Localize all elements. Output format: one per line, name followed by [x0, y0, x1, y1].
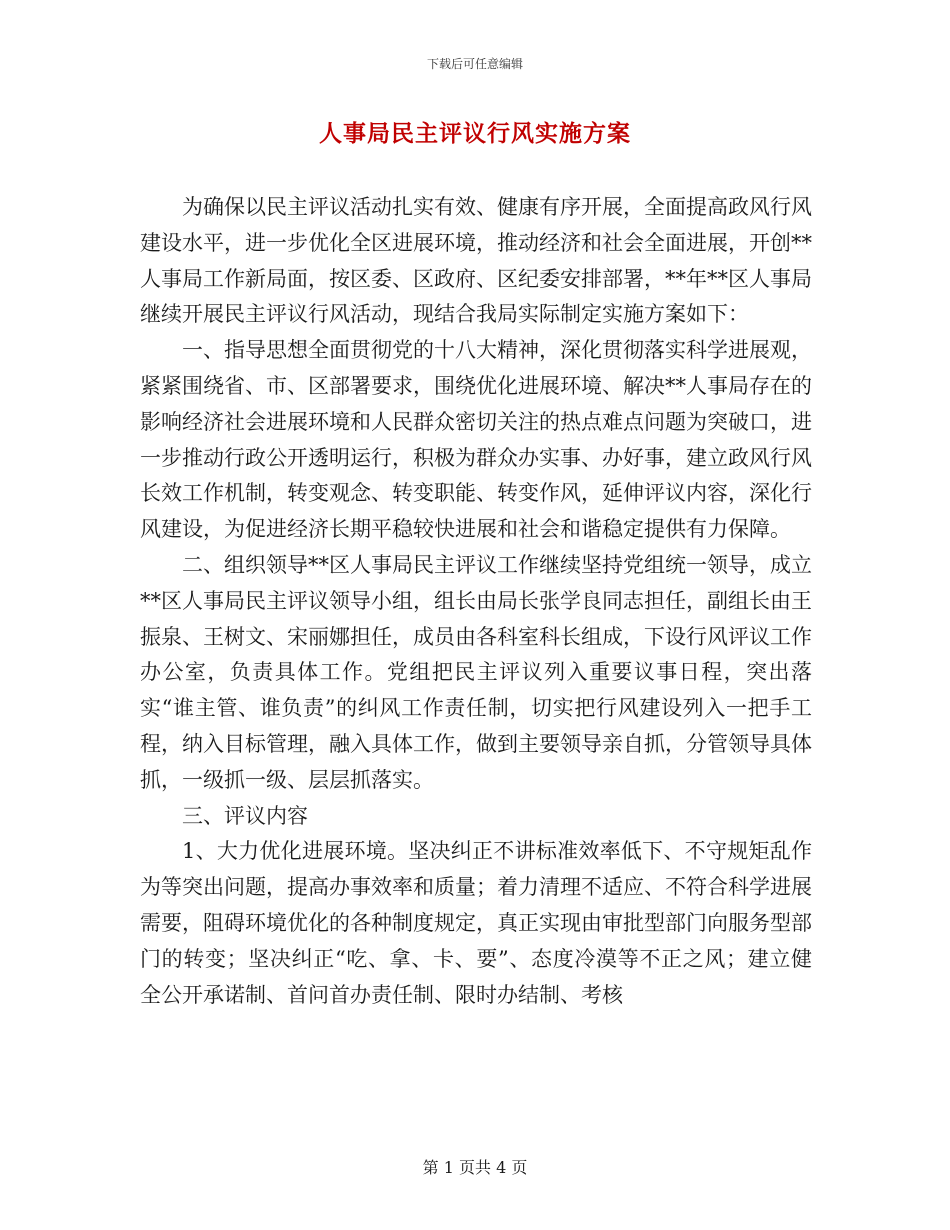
- document-body: [140, 190, 812, 1013]
- section-heading-content: 三、评议内容: [182, 803, 308, 828]
- paragraph-item-1: 1、大力优化进展环境。坚决纠正不讲标准效率低下、不守规矩乱作为等突出问题，提高办事效率和质量；着力清理不适应、不符合科学进展需要，阻碍环境优化的各种制度规定，真正实现由审批型部门向服务型部门的转变；坚决纠正“吃、拿、卡、要”、态度冷漠等不正之风；建立健全公开承诺制、首问首办责任制、限时办结制、考核: [140, 839, 812, 1007]
- paragraph-organization: 二、组织领导**区人事局民主评议工作继续坚持党组统一领导，成立**区人事局民主评议领导小组，组长由局长张学良同志担任，副组长由王振泉、王树文、宋丽娜担任，成员由各科室科长组成，下设行风评议工作办公室，负责具体工作。党组把民主评议列入重要议事日程，突出落实“谁主管、谁负责”的纠风工作责任制，切实把行风建设列入一把手工程，纳入目标管理，融入具体工作，做到主要领导亲自抓，分管领导具体抓，一级抓一级、层层抓落实。: [140, 552, 812, 792]
- page-number: 第 1 页共 4 页: [422, 1158, 528, 1177]
- header-note: 下载后可任意编辑: [426, 57, 523, 71]
- paragraph-intro: 为确保以民主评议活动扎实有效、健康有序开展，全面提高政风行风建设水平，进一步优化全区进展环境，推动经济和社会全面进展，开创**人事局工作新局面，按区委、区政府、区纪委安排部署，**年**区人事局继续开展民主评议行风活动，现结合我局实际制定实施方案如下：: [140, 195, 812, 327]
- paragraph-guiding-thought: 一、指导思想全面贯彻党的十八大精神，深化贯彻落实科学进展观，紧紧围绕省、市、区部署要求，围绕优化进展环境、解决**人事局存在的影响经济社会进展环境和人民群众密切关注的热点难点问题为突破口，进一步推动行政公开透明运行，积极为群众办实事、办好事，建立政风行风长效工作机制，转变观念、转变职能、转变作风，延伸评议内容，深化行风建设，为促进经济长期平稳较快进展和社会和谐稳定提供有力保障。: [140, 338, 812, 542]
- document-title: 人事局民主评议行风实施方案: [319, 120, 631, 147]
